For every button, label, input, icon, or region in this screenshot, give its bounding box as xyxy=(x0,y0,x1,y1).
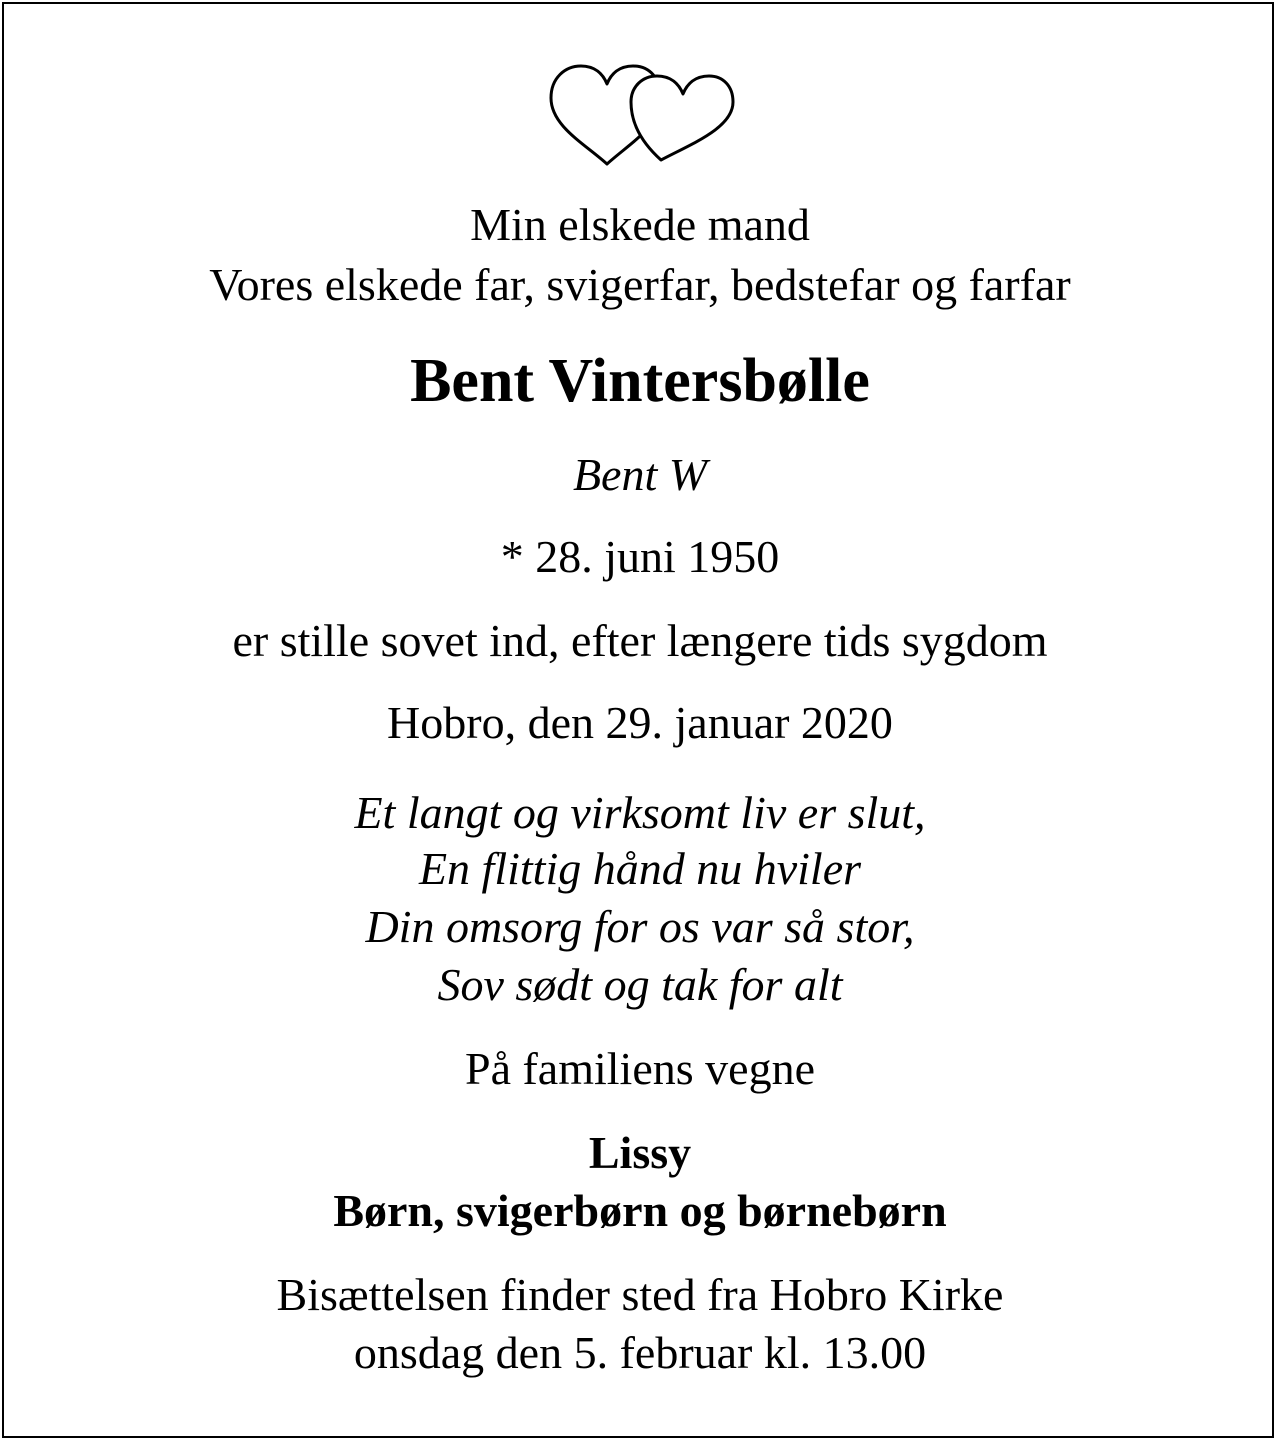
intro-line-2: Vores elskede far, svigerfar, bedstefar og farfar xyxy=(209,259,1071,310)
verse-line-2: En flittig hånd nu hviler xyxy=(418,843,862,894)
on-behalf: På familiens vegne xyxy=(464,1043,815,1094)
nickname: Bent W xyxy=(572,449,708,500)
two-hearts-icon xyxy=(545,62,737,170)
verse-line-3: Din omsorg for os var så stor, xyxy=(365,901,915,952)
place-date: Hobro, den 29. januar 2020 xyxy=(387,697,893,748)
verse-line-4: Sov sødt og tak for alt xyxy=(437,959,843,1010)
verse-line-1: Et langt og virksomt liv er slut, xyxy=(354,787,926,838)
deceased-name: Bent Vintersbølle xyxy=(410,347,870,415)
signer-spouse: Lissy xyxy=(588,1127,692,1178)
intro-line-1: Min elskede mand xyxy=(470,199,810,250)
signer-family: Børn, svigerbørn og børnebørn xyxy=(333,1185,947,1236)
death-text: er stille sovet ind, efter længere tids sygdom xyxy=(232,615,1048,666)
funeral-line-1: Bisættelsen finder sted fra Hobro Kirke xyxy=(276,1269,1004,1320)
funeral-line-2: onsdag den 5. februar kl. 13.00 xyxy=(353,1327,927,1378)
birth-date: * 28. juni 1950 xyxy=(500,531,780,582)
